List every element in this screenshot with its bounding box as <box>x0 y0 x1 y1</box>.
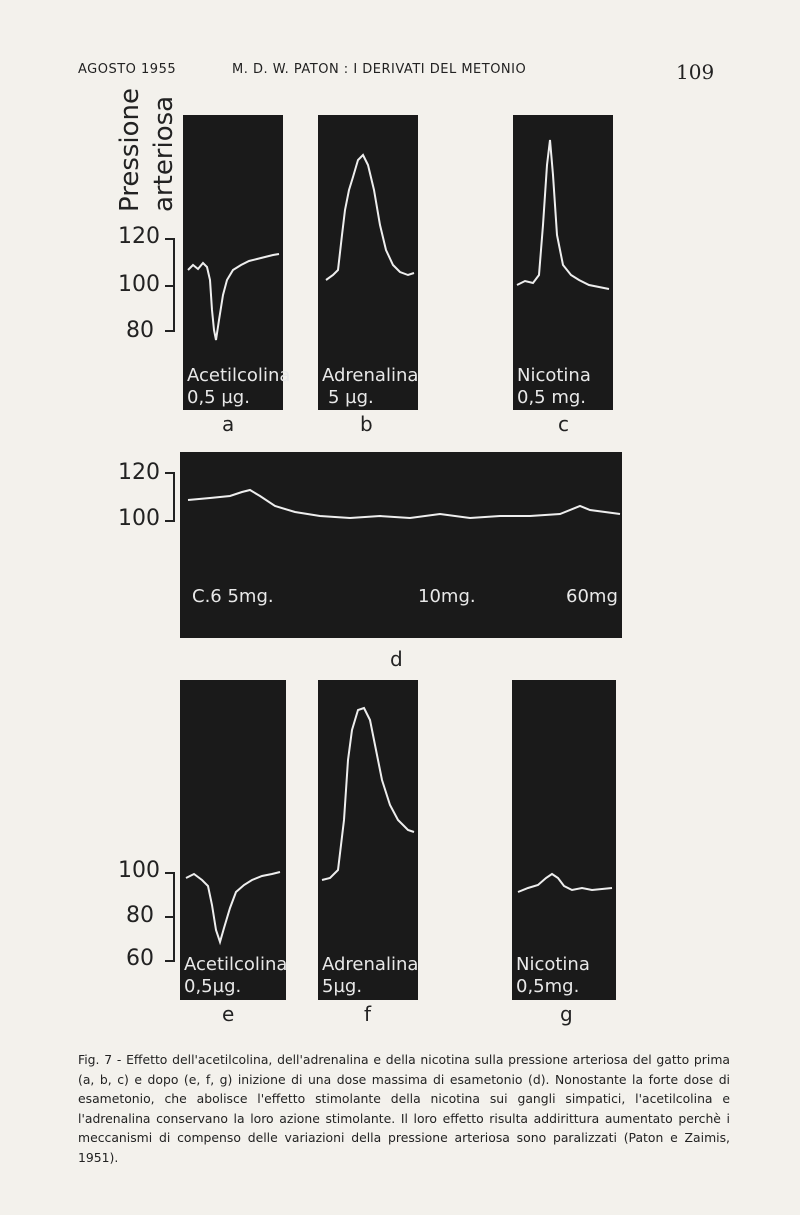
tick-80: 80 <box>126 318 154 343</box>
dose-label-e: 0,5µg. <box>184 976 242 997</box>
trace-g <box>512 680 616 1000</box>
tick-b-60: 60 <box>126 946 154 971</box>
axis-title-line1: Pressione <box>115 87 145 212</box>
page-number: 109 <box>676 60 715 84</box>
panel-a <box>183 115 291 410</box>
figure-caption: Fig. 7 - Effetto dell'acetilcolina, dell'adrenalina e della nicotina sulla pressione arteriosa del gatto prima (a, b, c) e dopo (e, f, g) inizione di una dose massima di esametonio (d). Nonostante la forte dose di esametonio, che abolisce l'effetto stimolante della nicotina sui gangli simpatici, l'acetilcolina e l'adrenalina conservano la loro azione stimolante. Il loro effetto risulta addirittura aumentato perchè i meccanismi di compenso delle variazioni della pressione arteriosa sono paralizzati (Paton e Zaimis, 1951). <box>78 1052 730 1165</box>
dose-label-a: 0,5 µg. <box>187 387 250 408</box>
running-header-title: M. D. W. PATON : I DERIVATI DEL METONIO <box>232 62 527 77</box>
panel-g <box>512 680 616 1000</box>
panel-letter-a: a <box>222 412 235 436</box>
panel-e <box>180 680 286 1000</box>
scale-bar-d <box>165 472 175 522</box>
trace-f <box>318 680 418 1000</box>
scale-mid-bottom <box>165 916 173 918</box>
panel-letter-e: e <box>222 1002 235 1026</box>
trace-e <box>180 680 286 1000</box>
panel-letter-c: c <box>558 412 569 436</box>
drug-label-a: Acetilcolina <box>187 365 291 386</box>
dose-label-d-3: 60mg <box>566 586 618 607</box>
tick-b-80: 80 <box>126 903 154 928</box>
drug-label-e: Acetilcolina <box>184 954 288 975</box>
dose-label-c: 0,5 mg. <box>517 387 587 408</box>
dose-label-d-1: C.6 5mg. <box>192 586 274 607</box>
dose-label-g: 0,5mg. <box>516 976 580 997</box>
tick-100: 100 <box>118 272 160 297</box>
drug-label-f: Adrenalina <box>322 954 419 975</box>
panel-letter-g: g <box>560 1002 573 1026</box>
dose-label-b: 5 µg. <box>328 387 374 408</box>
tick-b-100: 100 <box>118 858 160 883</box>
panel-d <box>180 452 622 638</box>
trace-d <box>180 452 622 638</box>
panel-f <box>318 680 418 1000</box>
tick-d-100: 100 <box>118 506 160 531</box>
running-header-date: AGOSTO 1955 <box>78 62 177 77</box>
panel-letter-b: b <box>360 412 373 436</box>
scale-mid-top <box>165 285 173 287</box>
drug-label-c: Nicotina <box>517 365 591 386</box>
tick-d-120: 120 <box>118 460 160 485</box>
tick-120: 120 <box>118 224 160 249</box>
panel-letter-d: d <box>390 647 403 671</box>
dose-label-f: 5µg. <box>322 976 363 997</box>
panel-c <box>513 115 613 410</box>
drug-label-b: Adrenalina <box>322 365 419 386</box>
panel-letter-f: f <box>364 1002 372 1026</box>
drug-label-g: Nicotina <box>516 954 590 975</box>
panel-b <box>318 115 418 410</box>
axis-title-line2: arteriosa <box>149 95 179 212</box>
dose-label-d-2: 10mg. <box>418 586 476 607</box>
